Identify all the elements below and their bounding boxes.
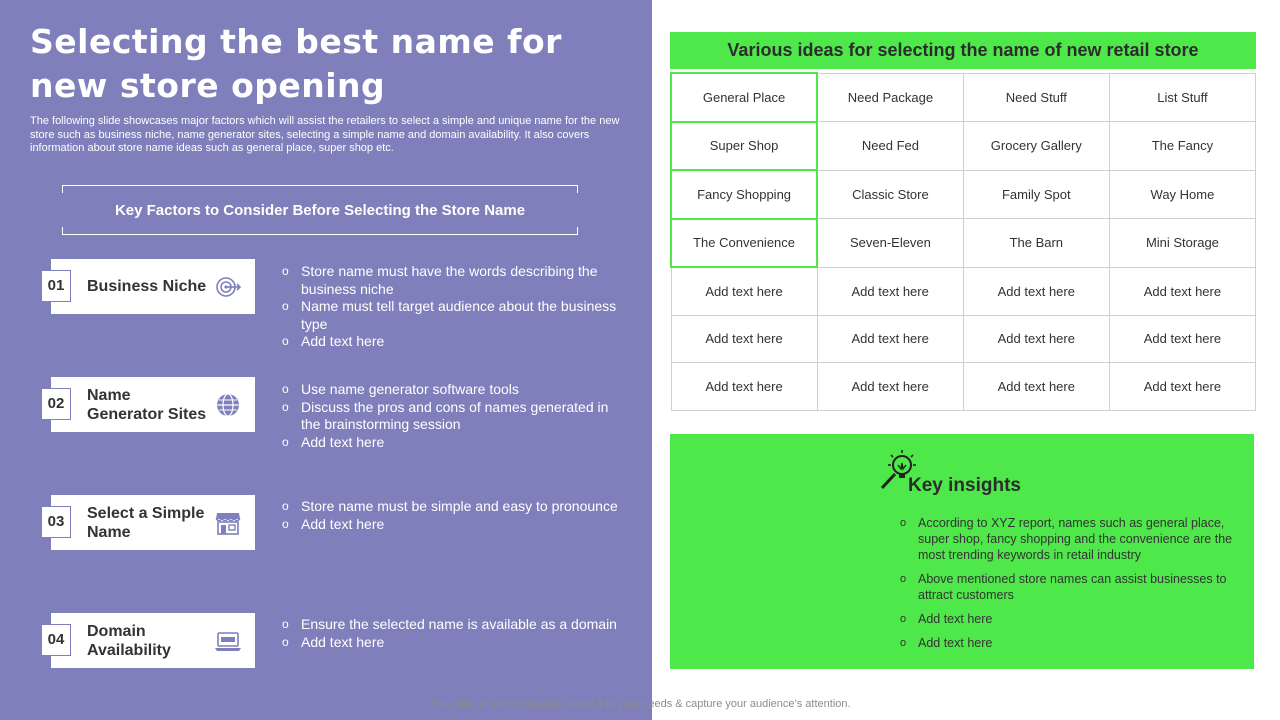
insight-item: o According to XYZ report, names such as general place, super shop, fancy shopping and the convenience are the most trending keywords in retail industry (900, 515, 1245, 563)
table-cell: Add text here (671, 315, 817, 363)
bullet-item: o Add text here (282, 434, 622, 452)
table-cell: General Place (671, 73, 817, 122)
table-row (671, 219, 1256, 268)
table-cell: Add text here (817, 315, 963, 363)
bullet-item: o Use name generator software tools (282, 381, 622, 399)
factor-bullets-domain-availability (282, 616, 622, 651)
factor-name: Business Niche (87, 278, 207, 295)
table-cell: Add text here (1109, 363, 1255, 411)
table-cell: Add text here (817, 267, 963, 315)
bullet-item: o Discuss the pros and cons of names generated in the brainstorming session (282, 399, 622, 434)
key-factors-heading: Key Factors to Consider Before Selecting the Store Name (114, 202, 526, 219)
table-row (671, 170, 1256, 219)
bullet-item: o Store name must have the words describing the business niche (282, 263, 622, 298)
table-row (671, 122, 1256, 171)
table-cell: Add text here (817, 363, 963, 411)
table-cell: Add text here (671, 363, 817, 411)
factor-card-domain-availability (47, 613, 255, 668)
insight-item: o Add text here (900, 635, 1245, 651)
factor-number: 02 (41, 388, 71, 420)
storefront-icon (215, 510, 241, 536)
bullet-item: o Add text here (282, 516, 622, 534)
table-cell: Mini Storage (1109, 219, 1255, 268)
bullet-item: o Ensure the selected name is available as a domain (282, 616, 622, 634)
table-cell: Add text here (671, 267, 817, 315)
table-cell: The Fancy (1109, 122, 1255, 171)
table-cell: The Barn (963, 219, 1109, 268)
table-cell: Seven-Eleven (817, 219, 963, 268)
store-name-ideas-table (670, 72, 1256, 411)
slide-footer: This slide is 100% editable. Adapt it to your needs & capture your audience’s attention. (429, 698, 851, 710)
table-cell: Add text here (963, 267, 1109, 315)
bullet-item: o Store name must be simple and easy to pronounce (282, 498, 622, 516)
table-row (671, 363, 1256, 411)
factor-bullets-business-niche (282, 263, 622, 351)
table-cell: Need Stuff (963, 73, 1109, 122)
factor-name: Select a Simple Name (87, 504, 205, 541)
table-cell: Add text here (963, 363, 1109, 411)
insight-item: o Add text here (900, 611, 1245, 627)
table-cell: Add text here (1109, 315, 1255, 363)
table-cell: Need Package (817, 73, 963, 122)
factor-card-business-niche (47, 259, 255, 314)
table-cell: Super Shop (671, 122, 817, 171)
table-cell: Family Spot (963, 170, 1109, 219)
key-insights-list (900, 515, 1245, 659)
table-cell: Need Fed (817, 122, 963, 171)
target-arrow-icon (215, 274, 241, 300)
factor-number: 04 (41, 624, 71, 656)
table-row (671, 315, 1256, 363)
laptop-domain-icon (215, 628, 241, 654)
slide-description: The following slide showcases major factors which will assist the retailers to select a simple and unique name for the new store such as business niche, name generator sites, selecting a simple name and domain availability. It also covers information about store name ideas such as general place, super shop etc. (30, 115, 620, 154)
factor-card-name-generator-sites (47, 377, 255, 432)
key-insights-title: Key insights (908, 475, 1021, 496)
factor-number: 01 (41, 270, 71, 302)
table-cell: Add text here (963, 315, 1109, 363)
table-row (671, 73, 1256, 122)
factor-number: 03 (41, 506, 71, 538)
table-cell: Way Home (1109, 170, 1255, 219)
insight-item: o Above mentioned store names can assist businesses to attract customers (900, 571, 1245, 603)
bullet-item: o Add text here (282, 634, 622, 652)
bullet-item: o Add text here (282, 333, 622, 351)
table-cell: Grocery Gallery (963, 122, 1109, 171)
table-row (671, 267, 1256, 315)
bullet-item: o Name must tell target audience about the business type (282, 298, 622, 333)
table-cell: The Convenience (671, 219, 817, 268)
globe-icon (215, 392, 241, 418)
table-cell: Fancy Shopping (671, 170, 817, 219)
factor-name: Name Generator Sites (87, 386, 207, 423)
factor-bullets-simple-name (282, 498, 622, 533)
slide-title: Selecting the best name for new store opening (30, 22, 562, 105)
factor-name: Domain Availability (87, 622, 171, 659)
table-cell: List Stuff (1109, 73, 1255, 122)
factor-card-simple-name (47, 495, 255, 550)
ideas-table-heading: Various ideas for selecting the name of new retail store (670, 32, 1256, 69)
table-cell: Add text here (1109, 267, 1255, 315)
factor-bullets-name-generator-sites (282, 381, 622, 451)
table-cell: Classic Store (817, 170, 963, 219)
key-factors-heading-box (62, 185, 578, 235)
